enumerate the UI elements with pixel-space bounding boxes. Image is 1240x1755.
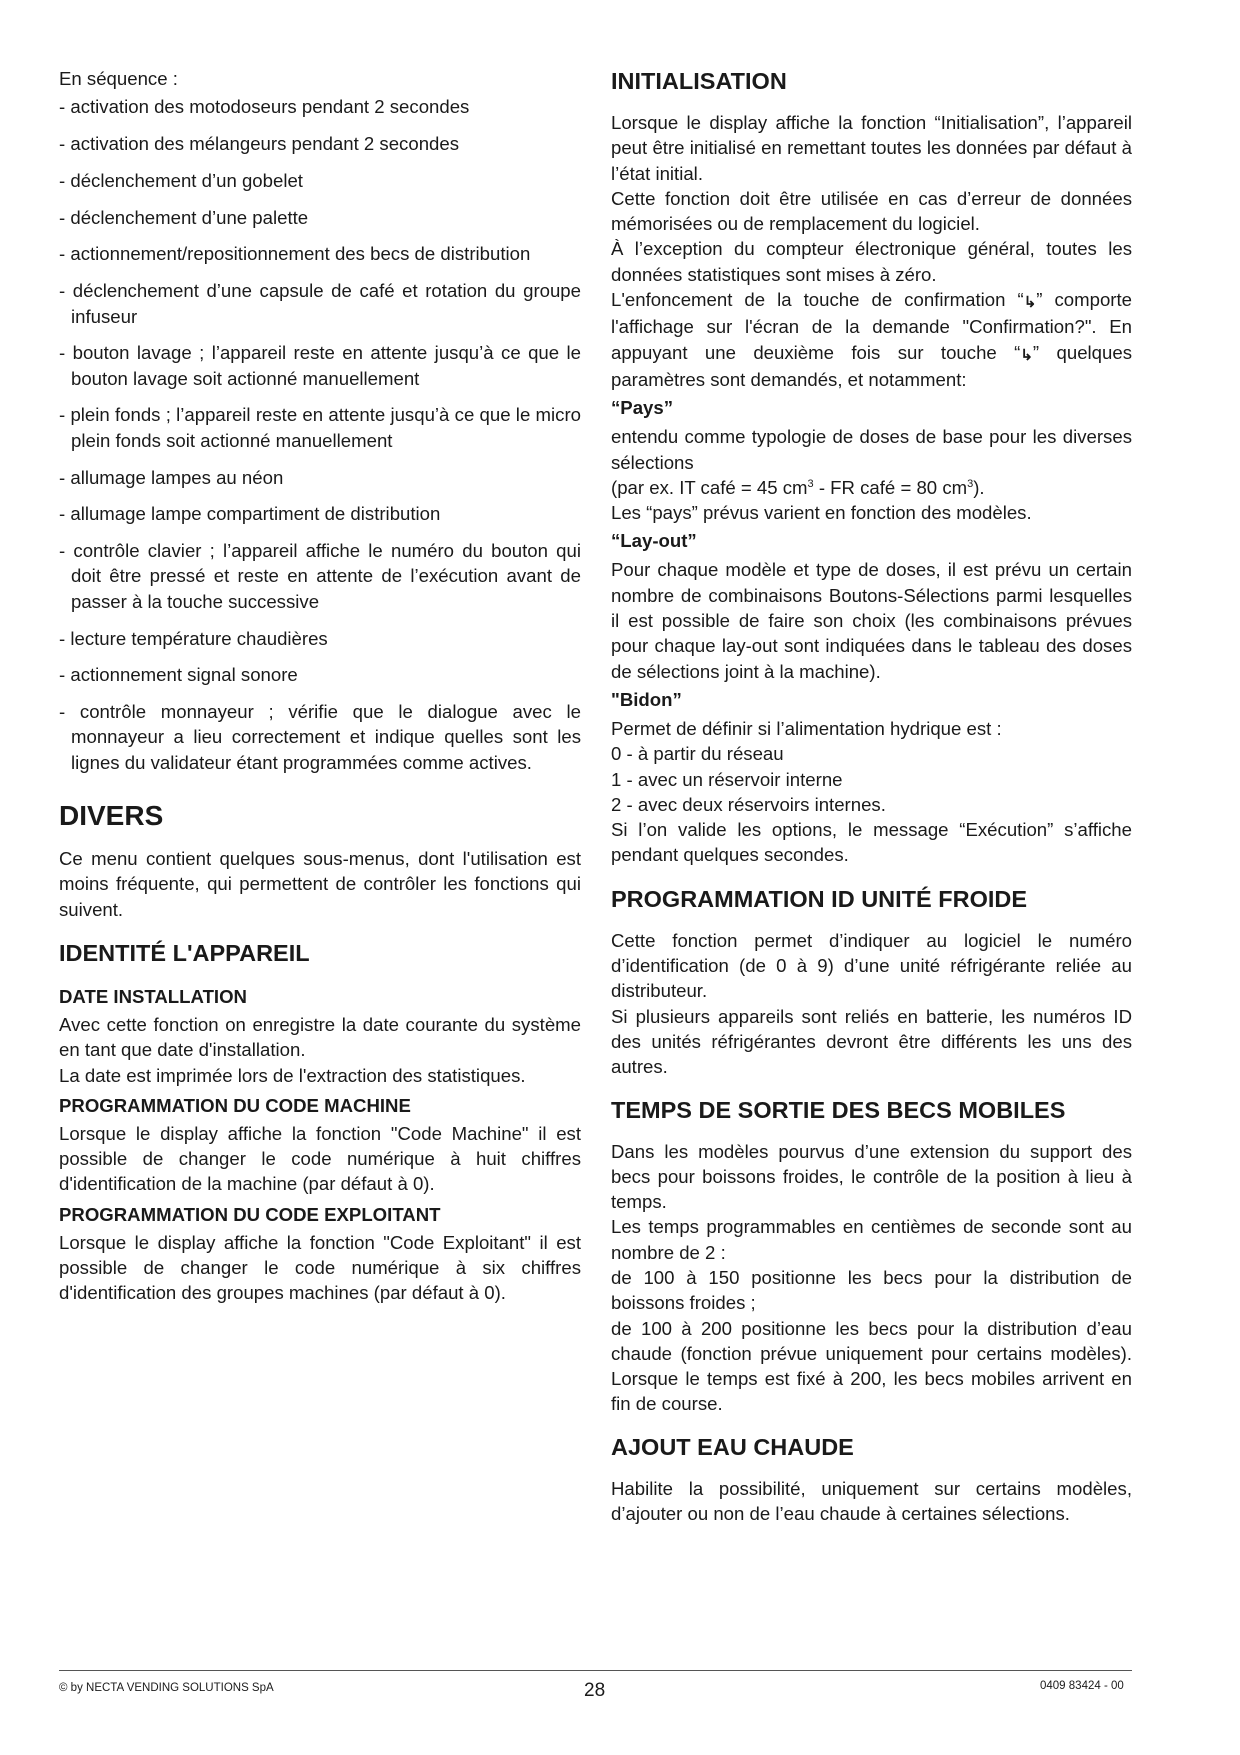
right-column: [611, 66, 1132, 1526]
ajout-text: Habilite la possibilité, uniquement sur certains modèles, d’ajouter ou non de l’eau chaude à certaines sélections.: [611, 1477, 1132, 1525]
layout-title: “Lay-out”: [611, 530, 697, 552]
sequence-item: - actionnement signal sonore: [59, 664, 298, 686]
footer-divider: [59, 1670, 1132, 1671]
sequence-item: - bouton lavage ; l’appareil reste en attente jusqu’à ce que le bouton lavage soit actionné manuellement: [59, 342, 581, 389]
init-text-4b: ” comporte l'affichage sur l'écran de la demande "Confirmation?". En appuyant une deuxième fois sur touche “: [611, 289, 1132, 363]
cube-superscript: 3: [807, 477, 814, 490]
sequence-item: - allumage lampe compartiment de distribution: [59, 503, 441, 525]
sequence-item: - allumage lampes au néon: [59, 466, 284, 488]
temps-sortie-title: TEMPS DE SORTIE DES BECS MOBILES: [611, 1096, 1066, 1123]
date-installation-text-1: Avec cette fonction on enregistre la date courante du système en tant que date d'installation.: [59, 1013, 581, 1061]
init-text-1: Lorsque le display affiche la fonction “Initialisation”, l’appareil peut être initialisé en remettant toutes les données par défaut à l’état initial.: [611, 112, 1132, 184]
bidon-text-5: Si l’on valide les options, le message “Exécution” s’affiche pendant quelques secondes.: [611, 819, 1132, 866]
footer-copyright: © by NECTA VENDING SOLUTIONS SpA: [59, 1682, 274, 1694]
identite-title: IDENTITÉ L'APPAREIL: [59, 939, 310, 966]
code-machine-text: Lorsque le display affiche la fonction "Code Machine" il est possible de changer le code numérique à huit chiffres d'identification de la machine (par défaut à 0).: [59, 1122, 581, 1195]
initialisation-title: INITIALISATION: [611, 68, 787, 94]
temps-text-3: de 100 à 150 positionne les becs pour la distribution de boissons froides ;: [611, 1266, 1132, 1314]
sequence-item: - déclenchement d’un gobelet: [59, 169, 303, 191]
sequence-item: - contrôle monnayeur ; vérifie que le dialogue avec le monnayeur a lieu correctement et indique quelles sont les lignes du validateur étant programmées comme actives.: [59, 701, 581, 773]
date-installation-title: DATE INSTALLATION: [59, 985, 247, 1007]
divers-title: DIVERS: [59, 800, 164, 832]
ajout-eau-chaude-title: AJOUT EAU CHAUDE: [611, 1433, 854, 1460]
sequence-item: - actionnement/repositionnement des becs de distribution: [59, 243, 531, 265]
page-number: 28: [584, 1680, 606, 1701]
sequence-item: - déclenchement d’une palette: [59, 206, 309, 228]
code-exploitant-title: PROGRAMMATION DU CODE EXPLOITANT: [59, 1203, 441, 1225]
temps-text-1: Dans les modèles pourvus d’une extension du support des becs pour boissons froides, le contrôle de la position à lieu à temps.: [611, 1140, 1132, 1213]
confirm-key-icon: ↳: [1020, 346, 1033, 364]
pays-title: “Pays”: [611, 397, 674, 419]
pays-text-3: Les “pays” prévus varient en fonction des modèles.: [611, 502, 1032, 524]
id-text-2: Si plusieurs appareils sont reliés en batterie, les numéros ID des unités réfrigérantes devront être différents les uns des autres.: [611, 1005, 1132, 1078]
cube-superscript: 3: [967, 477, 974, 490]
left-column: [59, 66, 581, 1306]
sequence-item: - plein fonds ; l’appareil reste en attente jusqu’à ce que le micro plein fonds soit actionné manuellement: [59, 404, 581, 451]
init-text-4a: L'enfoncement de la touche de confirmation “: [611, 289, 1024, 311]
sequence-list: [59, 94, 581, 775]
sequence-item: - contrôle clavier ; l’appareil affiche le numéro du bouton qui doit être pressé et reste en attente de l’exécution avant de passer à la touche successive: [59, 540, 581, 612]
layout-text: Pour chaque modèle et type de doses, il est prévu un certain nombre de combinaisons Boutons-Sélections parmi lesquelles il est possible de faire son choix (les combinaisons prévues pour chaque lay-out sont indiquées dans le tableau des doses de sélections joint à la machine).: [611, 559, 1132, 682]
divers-text: Ce menu contient quelques sous-menus, dont l'utilisation est moins fréquente, qui permettent de contrôler les fonctions qui suivent.: [59, 848, 581, 920]
temps-text-4: de 100 à 200 positionne les becs pour la distribution d’eau chaude (fonction prévue uniquement pour certains modèles). Lorsque le temps est fixé à 200, les becs mobiles arrivent en fin de course.: [611, 1317, 1132, 1415]
temps-text-2: Les temps programmables en centièmes de seconde sont au nombre de 2 :: [611, 1216, 1132, 1263]
pays-text-2: [611, 475, 1132, 500]
bidon-text-3: 1 - avec un réservoir interne: [611, 768, 843, 790]
sequence-item: - déclenchement d’une capsule de café et rotation du groupe infuseur: [59, 280, 581, 327]
sequence-item: - activation des motodoseurs pendant 2 secondes: [59, 96, 470, 118]
init-text-2: Cette fonction doit être utilisée en cas d’erreur de données mémorisées ou de remplacement du logiciel.: [611, 187, 1132, 235]
bidon-text-1: Permet de définir si l’alimentation hydrique est :: [611, 717, 1002, 739]
bidon-text-4: 2 - avec deux réservoirs internes.: [611, 793, 886, 815]
pays-text-2a: (par ex. IT café = 45 cm: [611, 476, 808, 498]
bidon-title: "Bidon”: [611, 688, 682, 710]
code-machine-title: PROGRAMMATION DU CODE MACHINE: [59, 1094, 411, 1116]
date-installation-text-2: La date est imprimée lors de l'extraction des statistiques.: [59, 1064, 526, 1086]
init-text-4: [611, 287, 1132, 392]
pays-text-2c: ).: [973, 476, 985, 498]
bidon-text-2: 0 - à partir du réseau: [611, 743, 784, 765]
document-code: 0409 83424 - 00: [1040, 1680, 1124, 1692]
sequence-item: - activation des mélangeurs pendant 2 secondes: [59, 133, 460, 155]
init-text-4c: ” quelques paramètres sont demandés, et notamment:: [611, 341, 1132, 390]
confirm-key-icon: ↳: [1023, 294, 1037, 312]
pays-text-2b: - FR café = 80 cm: [813, 476, 968, 498]
id-text-1: Cette fonction permet d’indiquer au logiciel le numéro d’identification (de 0 à 9) d’une unité réfrigérante reliée au distributeur.: [611, 929, 1132, 1002]
id-unite-froide-title: PROGRAMMATION ID UNITÉ FROIDE: [611, 885, 1028, 912]
init-text-3: À l’exception du compteur électronique général, toutes les données statistiques sont mises à zéro.: [611, 238, 1132, 285]
sequence-item: - lecture température chaudières: [59, 627, 328, 649]
pays-text-1: entendu comme typologie de doses de base pour les diverses sélections: [611, 426, 1132, 473]
sequence-intro: En séquence :: [59, 68, 178, 89]
code-exploitant-text: Lorsque le display affiche la fonction "Code Exploitant" il est possible de changer le code numérique à six chiffres d'identification des groupes machines (par défaut à 0).: [59, 1231, 581, 1304]
